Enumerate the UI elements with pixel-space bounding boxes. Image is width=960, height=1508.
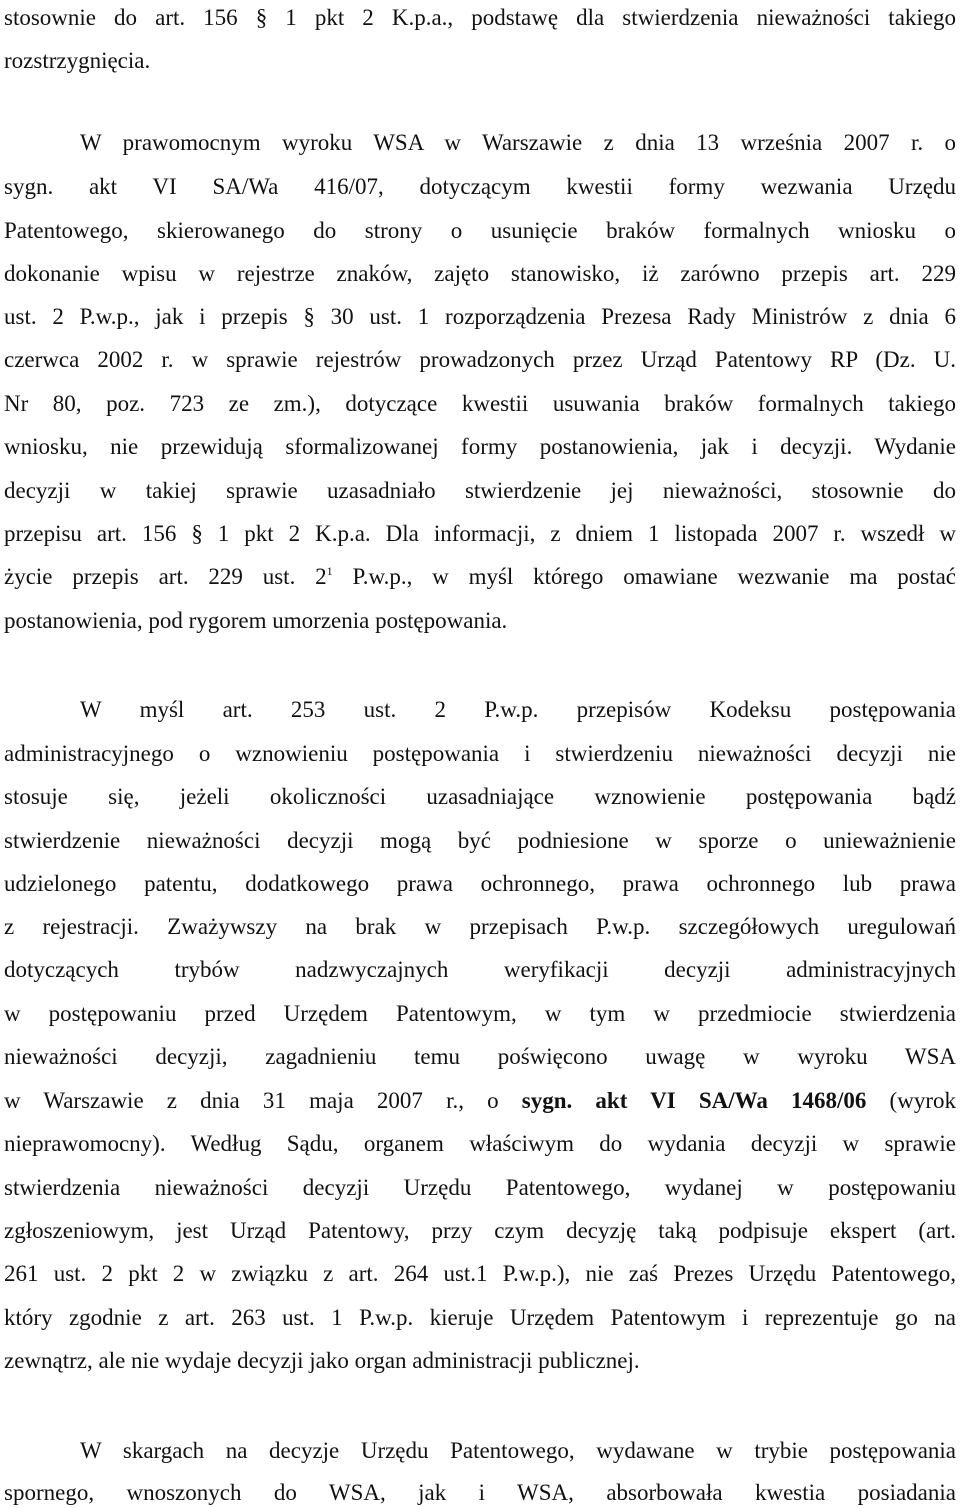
text-line-with-bold bbox=[4, 1086, 956, 1116]
text-line: przepisu art. 156 § 1 pkt 2 K.p.a. Dla informacji, z dniem 1 listopada 2007 r. wszedł w bbox=[4, 521, 956, 546]
paragraph-first-line: W prawomocnym wyroku WSA w Warszawie z dnia 13 września 2007 r. o bbox=[80, 130, 956, 155]
text-line: 261 ust. 2 pkt 2 w związku z art. 264 ust.1 P.w.p.), nie zaś Prezes Urzędu Patentowego, bbox=[4, 1261, 956, 1286]
text-line: spornego, wnoszonych do WSA, jak i WSA, absorbowała kwestia posiadania bbox=[4, 1480, 956, 1505]
text-segment: (wyrok bbox=[866, 1088, 956, 1113]
text-line: nieprawomocny). Według Sądu, organem właściwym do wydania decyzji w sprawie bbox=[4, 1131, 956, 1156]
text-line: stwierdzenie nieważności decyzji mogą być podniesione w sporze o unieważnienie bbox=[4, 828, 956, 853]
text-line: Patentowego, skierowanego do strony o usunięcie braków formalnych wniosku o bbox=[4, 218, 956, 243]
text-line: Nr 80, poz. 723 ze zm.), dotyczące kwestii usuwania braków formalnych takiego bbox=[4, 391, 956, 416]
paragraph-first-line: W skargach na decyzje Urzędu Patentowego, wydawane w trybie postępowania bbox=[80, 1438, 956, 1463]
text-line: który zgodnie z art. 263 ust. 1 P.w.p. kieruje Urzędem Patentowym i reprezentuje go na bbox=[4, 1305, 956, 1330]
text-line: czerwca 2002 r. w sprawie rejestrów prowadzonych przez Urząd Patentowy RP (Dz. U. bbox=[4, 347, 956, 372]
text-line: z rejestracji. Zważywszy na brak w przepisach P.w.p. szczegółowych uregulowań bbox=[4, 914, 956, 939]
text-line: ust. 2 P.w.p., jak i przepis § 30 ust. 1 rozporządzenia Prezesa Rady Ministrów z dnia 6 bbox=[4, 304, 956, 329]
text-line: administracyjnego o wznowieniu postępowania i stwierdzeniu nieważności decyzji nie bbox=[4, 741, 956, 766]
case-reference-bold: sygn. akt VI SA/Wa 1468/06 bbox=[521, 1088, 867, 1113]
text-line: w postępowaniu przed Urzędem Patentowym, w tym w przedmiocie stwierdzenia bbox=[4, 1001, 956, 1026]
text-line-with-superscript bbox=[4, 562, 956, 592]
text-segment: życie przepis art. 229 ust. 2 bbox=[4, 564, 327, 589]
text-line: postanowienia, pod rygorem umorzenia postępowania. bbox=[4, 608, 508, 633]
text-line: sygn. akt VI SA/Wa 416/07, dotyczącym kwestii formy wezwania Urzędu bbox=[4, 174, 956, 199]
text-segment: P.w.p., w myśl którego omawiane wezwanie ma postać bbox=[332, 564, 957, 589]
paragraph-first-line: W myśl art. 253 ust. 2 P.w.p. przepisów Kodeksu postępowania bbox=[80, 697, 956, 722]
text-line: stwierdzenia nieważności decyzji Urzędu Patentowego, wydanej w postępowaniu bbox=[4, 1175, 956, 1200]
text-line: zgłoszeniowym, jest Urząd Patentowy, przy czym decyzję taką podpisuje ekspert (art. bbox=[4, 1218, 956, 1243]
text-line: udzielonego patentu, dodatkowego prawa ochronnego, prawa ochronnego lub prawa bbox=[4, 871, 956, 896]
text-line: nieważności decyzji, zagadnieniu temu poświęcono uwagę w wyroku WSA bbox=[4, 1044, 956, 1069]
text-line: dokonanie wpisu w rejestrze znaków, zajęto stanowisko, iż zarówno przepis art. 229 bbox=[4, 261, 956, 286]
text-line: dotyczących trybów nadzwyczajnych weryfikacji decyzji administracyjnych bbox=[4, 957, 956, 982]
text-line: wniosku, nie przewidują sformalizowanej formy postanowienia, jak i decyzji. Wydanie bbox=[4, 434, 956, 459]
superscript-number: 1 bbox=[326, 564, 333, 578]
text-line: stosownie do art. 156 § 1 pkt 2 K.p.a., podstawę dla stwierdzenia nieważności takiego bbox=[4, 5, 956, 30]
text-segment: w Warszawie z dnia 31 maja 2007 r., o bbox=[4, 1088, 499, 1113]
text-line: decyzji w takiej sprawie uzasadniało stwierdzenie jej nieważności, stosownie do bbox=[4, 478, 956, 503]
text-line: rozstrzygnięcia. bbox=[4, 48, 151, 73]
text-line: zewnątrz, ale nie wydaje decyzji jako organ administracji publicznej. bbox=[4, 1348, 640, 1373]
text-line: stosuje się, jeżeli okoliczności uzasadniające wznowienie postępowania bądź bbox=[4, 784, 956, 809]
